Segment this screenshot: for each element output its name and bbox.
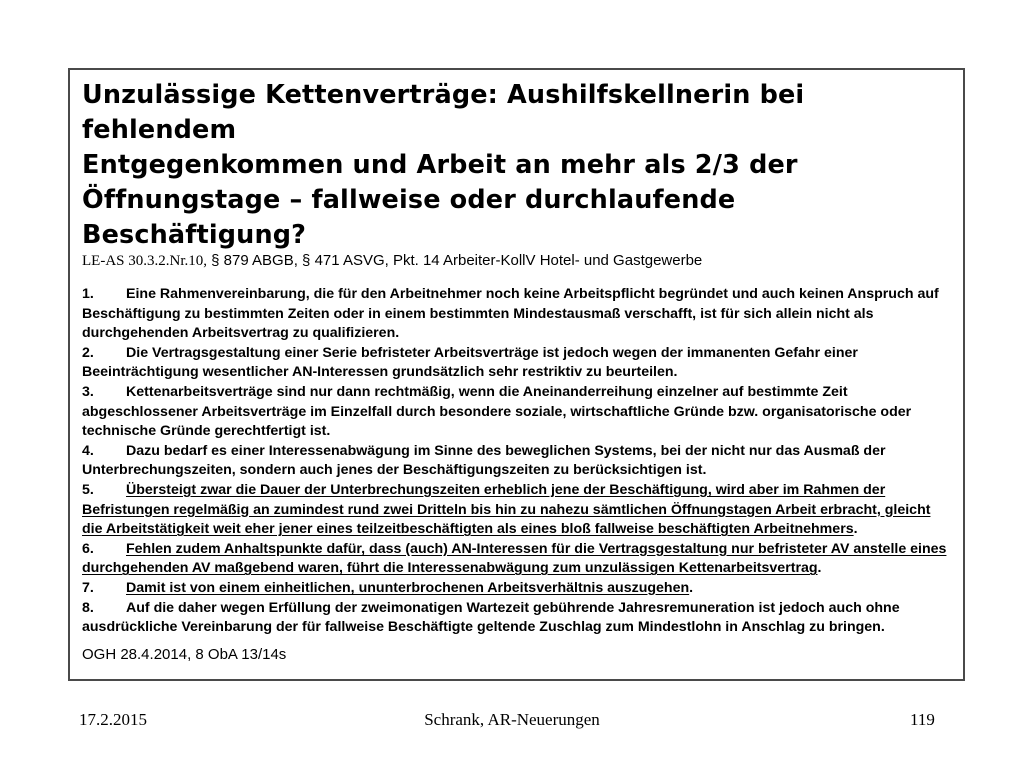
- item-text: Dazu bedarf es einer Interessenabwägung im Sinne des beweglichen Systems, bei der nicht nur das Ausmaß der Unterbrechungszeiten, sondern auch jenes der Beschäftigungszeiten zu berücksichtigen ist.: [82, 442, 886, 479]
- list-item: [82, 285, 950, 344]
- refs-serif: LE-AS 30.3.2.Nr.10,: [82, 253, 207, 269]
- item-tail: .: [689, 579, 694, 596]
- list-item: [82, 442, 950, 481]
- list-item: [82, 540, 950, 579]
- item-underlined-text: Damit ist von einem einheitlichen, ununterbrochenen Arbeitsverhältnis auszugehen: [126, 579, 690, 596]
- item-underlined-text: Fehlen zudem Anhaltspunkte dafür, dass (auch) AN-Interessen für die Vertragsgestaltung nur befristeter AV anstelle eines durchgehenden AV maßgebend waren, führt die Interessenabwägung zum unzulässigen Kettenarbeitsvertrag: [82, 540, 947, 577]
- footer-author: Schrank, AR-Neuerungen: [424, 710, 600, 729]
- list-item: [82, 599, 950, 638]
- item-number: 4.: [82, 442, 94, 459]
- slide-frame: [68, 68, 965, 681]
- court-citation: OGH 28.4.2014, 8 ObA 13/14s: [82, 645, 287, 663]
- numbered-statements: [82, 285, 950, 638]
- refs-sans: § 879 ABGB, § 471 ASVG, Pkt. 14 Arbeiter-KollV Hotel- und Gastgewerbe: [207, 252, 703, 269]
- list-item: [82, 344, 950, 383]
- slide-content: [82, 78, 950, 664]
- item-number: 6.: [82, 540, 94, 557]
- item-text: Eine Rahmenvereinbarung, die für den Arbeitnehmer noch keine Arbeitspflicht begründet und auch keinen Anspruch auf Beschäftigung zu bestimmten Zeiten oder in einem bestimmten Mindestausmaß verschafft, ist für sich allein nicht als durchgehenden Arbeitsvertrag zu qualifizieren.: [82, 286, 939, 342]
- list-item: [82, 383, 950, 442]
- item-text: Kettenarbeitsverträge sind nur dann rechtmäßig, wenn die Aneinanderreihung einzelner auf bestimmte Zeit abgeschlossener Arbeitsverträge im Einzelfall durch besondere soziale, wirtschaftliche Gründe bzw. organisatorische oder technische Gründe gerechtfertigt ist.: [82, 383, 912, 440]
- item-number: 2.: [82, 344, 94, 361]
- item-number: 8.: [82, 599, 94, 616]
- item-tail: .: [853, 521, 858, 538]
- item-text: Die Vertragsgestaltung einer Serie befristeter Arbeitsverträge ist jedoch wegen der immanenten Gefahr einer Beeinträchtigung wesentlicher AN-Interessen grundsätzlich sehr restriktiv zu beurteilen.: [82, 344, 858, 381]
- item-number: 7.: [82, 579, 94, 596]
- item-number: 3.: [82, 383, 94, 400]
- list-item: [82, 579, 950, 599]
- item-number: 1.: [82, 286, 94, 302]
- list-item: [82, 481, 950, 540]
- item-number: 5.: [82, 481, 94, 498]
- slide-title: Unzulässige Kettenverträge: Aushilfskellnerin bei fehlendem Entgegenkommen und Arbeit an mehr als 2/3 der Öffnungstage – fallweise oder durchlaufende Beschäftigung?: [82, 80, 805, 250]
- item-tail: .: [817, 560, 822, 577]
- footer-date: 17.2.2015: [79, 710, 147, 729]
- legal-references: [82, 252, 950, 270]
- item-underlined-text: Übersteigt zwar die Dauer der Unterbrechungszeiten erheblich jene der Beschäftigung, wird aber im Rahmen der Befristungen regelmäßig an zumindest rund zwei Dritteln bis hin zu nahezu sämtlichen Öffnungstagen Arbeit erbracht, gleicht die Arbeitstätigkeit weit eher jener eines teilzeitbeschäftigten als eines bloß fallweise beschäftigten Arbeitnehmers: [82, 481, 931, 538]
- footer-page-number: 119: [910, 710, 935, 729]
- item-text: Auf die daher wegen Erfüllung der zweimonatigen Wartezeit gebührende Jahresremuneration ist jedoch auch ohne ausdrückliche Vereinbarung der für fallweise Beschäftigte geltende Zuschlag zum Mindestlohn in Anschlag zu bringen.: [82, 599, 900, 636]
